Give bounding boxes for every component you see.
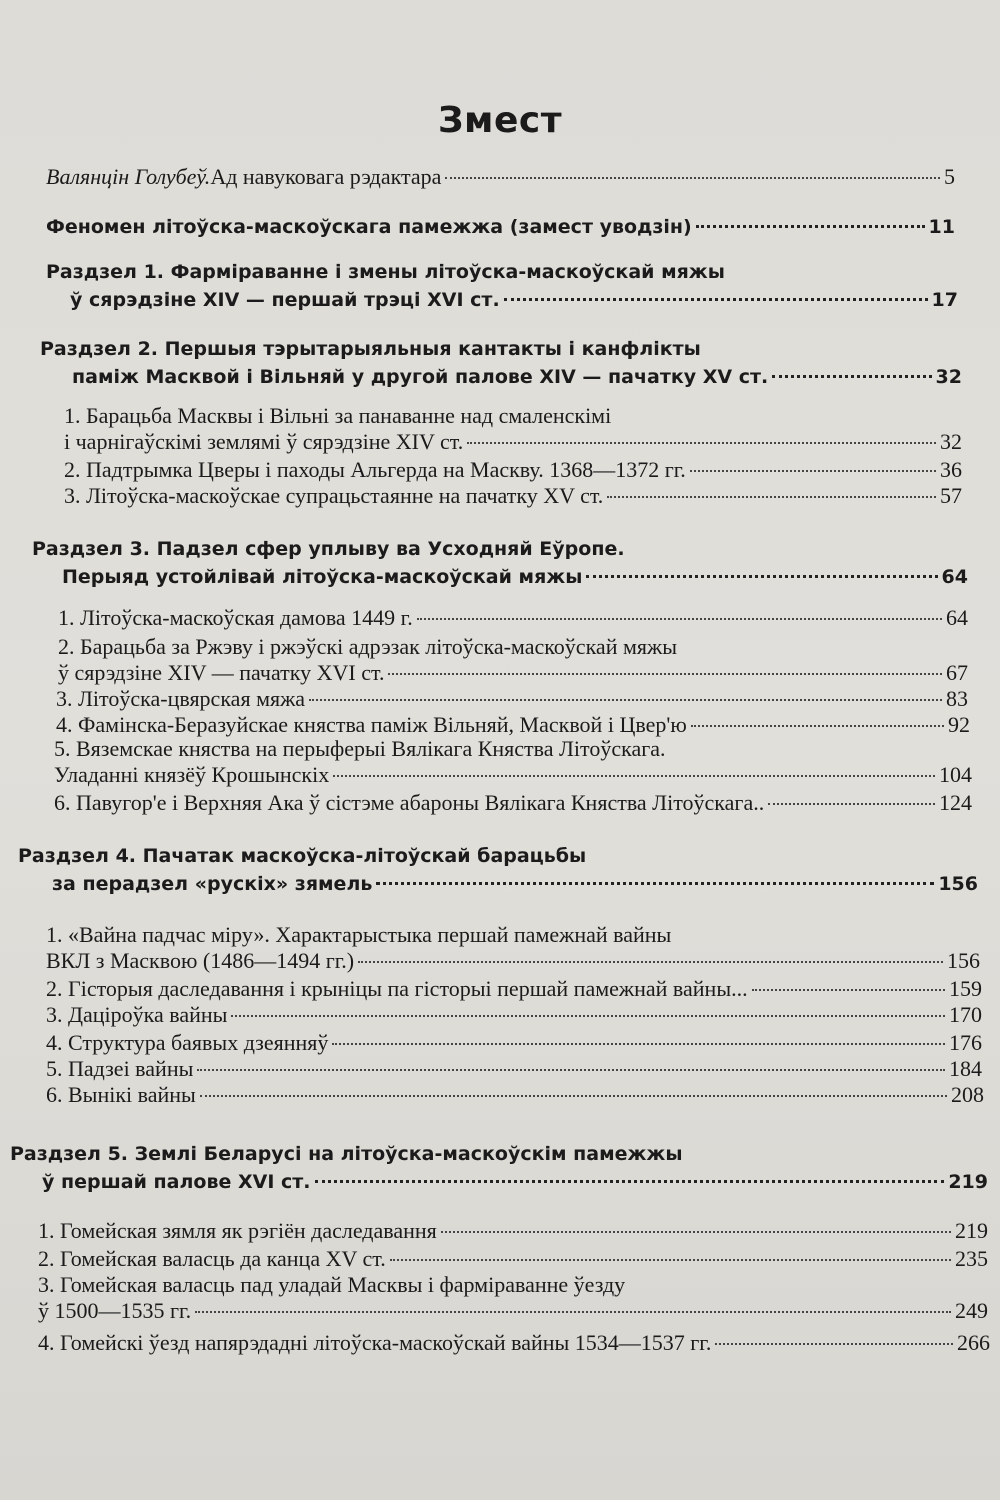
toc-entry bbox=[38, 1330, 990, 1356]
leader-dots bbox=[332, 1043, 945, 1045]
leader-dots bbox=[231, 1015, 945, 1017]
page-number: 170 bbox=[949, 1002, 982, 1027]
entry-title: ў першай палове XVI ст. bbox=[42, 1171, 311, 1193]
entry-title: ў 1500—1535 гг. bbox=[38, 1298, 192, 1323]
toc-entry bbox=[54, 790, 972, 816]
page-number: 64 bbox=[946, 605, 968, 630]
page-number: 156 bbox=[947, 948, 980, 973]
entry-line: Раздзел 5. Землі Беларусі на літоўска-маскоўскім памежжы bbox=[10, 1143, 683, 1165]
entry-row bbox=[58, 660, 968, 686]
leader-dots bbox=[376, 882, 934, 885]
entry-title: 4. Фамінска-Беразуйскае княства паміж Вільняй, Масквой і Цвер'ю bbox=[56, 712, 687, 737]
toc-entry bbox=[46, 1056, 982, 1082]
entry-title: Уладанні князёў Крошынскіх bbox=[54, 762, 330, 787]
section-entry bbox=[46, 258, 958, 314]
entry-row bbox=[54, 762, 972, 788]
toc-entry bbox=[54, 736, 972, 788]
entry-line: 5. Вяземскае княства на перыферыі Вялікага Княства Літоўскага. bbox=[54, 736, 666, 761]
leader-dots bbox=[715, 1343, 953, 1345]
page-number: 17 bbox=[931, 289, 958, 311]
entry-row bbox=[46, 286, 958, 314]
leader-dots bbox=[358, 961, 943, 963]
entry-row bbox=[64, 483, 962, 509]
entry-title: 6. Вынікі вайны bbox=[46, 1082, 196, 1107]
leader-dots bbox=[333, 775, 935, 777]
toc-entry bbox=[46, 976, 982, 1002]
toc-entry bbox=[46, 1030, 982, 1056]
section-entry bbox=[40, 335, 962, 391]
leader-dots bbox=[752, 989, 945, 991]
leader-dots bbox=[441, 1231, 951, 1233]
entry-row bbox=[38, 1330, 990, 1356]
entry-row bbox=[54, 790, 972, 816]
leader-dots bbox=[690, 470, 936, 472]
page-number: 32 bbox=[940, 429, 962, 454]
entry-row bbox=[38, 1298, 988, 1324]
toc-entry bbox=[64, 457, 962, 483]
entry-row bbox=[64, 457, 962, 483]
entry-line: 1. Барацьба Масквы і Вільні за панаванне над смаленскімі bbox=[64, 403, 612, 428]
toc-entry bbox=[38, 1272, 988, 1324]
entry-title: за перадзел «рускіх» зямель bbox=[52, 873, 373, 895]
entry-title: ВКЛ з Масквою (1486—1494 гг.) bbox=[46, 948, 355, 973]
entry-row bbox=[56, 686, 968, 712]
entry-row bbox=[38, 1218, 988, 1244]
entry-line: Раздзел 1. Фарміраванне і змены літоўска-маскоўскай мяжы bbox=[46, 261, 725, 283]
page-number: 176 bbox=[949, 1030, 982, 1055]
toc-entry bbox=[46, 1082, 984, 1108]
entry-row bbox=[18, 870, 978, 898]
page-number: 92 bbox=[948, 712, 970, 737]
entry-row bbox=[64, 429, 962, 455]
entry-title: ў сярэдзіне XIV — пачатку XVI ст. bbox=[58, 660, 385, 685]
toc-entry bbox=[46, 1002, 982, 1028]
page-number: 249 bbox=[955, 1298, 988, 1323]
entry-row bbox=[46, 976, 982, 1002]
leader-dots bbox=[768, 803, 935, 805]
entry-line: 1. «Вайна падчас міру». Характарыстыка першай памежнай вайны bbox=[46, 922, 672, 947]
entry-row bbox=[46, 948, 980, 974]
section-entry bbox=[46, 213, 955, 241]
page-number: 11 bbox=[928, 216, 955, 238]
page-number: 184 bbox=[949, 1056, 982, 1081]
page-number: 5 bbox=[944, 164, 955, 189]
leader-dots bbox=[607, 496, 936, 498]
leader-dots bbox=[197, 1069, 945, 1071]
entry-row bbox=[46, 1082, 984, 1108]
toc-entry bbox=[64, 483, 962, 509]
leader-dots bbox=[388, 673, 942, 675]
entry-line: Раздзел 3. Падзел сфер уплыву ва Усходняй Еўропе. bbox=[32, 538, 625, 560]
entry-row bbox=[58, 605, 968, 631]
entry-row bbox=[10, 1168, 988, 1196]
entry-title: 6. Павугор'е і Верхняя Ака ў сістэме абароны Вялікага Княства Літоўскага.. bbox=[54, 790, 765, 815]
entry-title: 2. Гомейская валасць да канца XV ст. bbox=[38, 1246, 386, 1271]
toc-entry bbox=[56, 712, 970, 738]
entry-title: 3. Літоўска-маскоўскае супрацьстаянне на пачатку XV ст. bbox=[64, 483, 604, 508]
leader-dots bbox=[772, 375, 931, 378]
entry-title: 3. Дацiроўка вайны bbox=[46, 1002, 228, 1027]
entry-title: 4. Структура баявых дзеянняў bbox=[46, 1030, 329, 1055]
page-number: 64 bbox=[941, 566, 968, 588]
page-number: 36 bbox=[940, 457, 962, 482]
entry-title: 2. Гісторыя даследавання і крыніцы па гісторыі першай памежнай вайны... bbox=[46, 976, 748, 1001]
entry-row bbox=[46, 1002, 982, 1028]
page-number: 219 bbox=[955, 1218, 988, 1243]
leader-dots bbox=[696, 225, 925, 228]
entry-row bbox=[46, 164, 955, 190]
section-entry bbox=[32, 535, 968, 591]
entry-row bbox=[46, 1056, 982, 1082]
toc-entry bbox=[64, 403, 962, 455]
entry-title: ў сярэдзіне XIV — першай трэці XVI ст. bbox=[70, 289, 500, 311]
entry-title: 3. Літоўска-цвярская мяжа bbox=[56, 686, 306, 711]
toc-entry bbox=[38, 1246, 988, 1272]
entry-row bbox=[40, 363, 962, 391]
toc-entry bbox=[38, 1218, 988, 1244]
page-number: 219 bbox=[948, 1171, 988, 1193]
section-entry bbox=[10, 1140, 988, 1196]
entry-row bbox=[56, 712, 970, 738]
entry-title: паміж Масквой і Вільняй у другой палове XIV — пачатку XV ст. bbox=[72, 366, 769, 388]
entry-line: 2. Барацьба за Ржэву і ржэўскі адрэзак літоўска-маскоўскай мяжы bbox=[58, 634, 677, 659]
entry-title: і чарнігаўскімі землямі ў сярэдзіне XIV ст. bbox=[64, 429, 464, 454]
entry-row bbox=[38, 1246, 988, 1272]
entry-title: 2. Падтрымка Цверы і паходы Альгерда на Маскву. 1368—1372 гг. bbox=[64, 457, 686, 482]
leader-dots bbox=[467, 442, 936, 444]
page-number: 104 bbox=[939, 762, 972, 787]
entry-title: Феномен літоўска-маскоўскага памежжа (замест уводзін) bbox=[46, 216, 692, 238]
leader-dots bbox=[504, 298, 928, 301]
page-number: 124 bbox=[939, 790, 972, 815]
leader-dots bbox=[195, 1311, 951, 1313]
author-name: Валянцін Голубеў. bbox=[46, 164, 211, 189]
entry-line: 3. Гомейская валасць пад уладай Масквы і фарміраванне ўезду bbox=[38, 1272, 626, 1297]
page-number: 32 bbox=[935, 366, 962, 388]
entry-title: Перыяд устойлівай літоўска-маскоўскай мяжы bbox=[62, 566, 583, 588]
page-number: 208 bbox=[951, 1082, 984, 1107]
page-number: 67 bbox=[946, 660, 968, 685]
entry-title: 1. Гомейская зямля як рэгіён даследавання bbox=[38, 1218, 437, 1243]
page-number: 159 bbox=[949, 976, 982, 1001]
page-title: Змест bbox=[437, 100, 563, 141]
entry-line: Раздзел 4. Пачатак маскоўска-літоўскай барацьбы bbox=[18, 845, 587, 867]
entry-row bbox=[46, 1030, 982, 1056]
entry-title: Ад навуковага рэдактара bbox=[210, 164, 442, 189]
section-entry bbox=[18, 842, 978, 898]
page-number: 235 bbox=[955, 1246, 988, 1271]
page-number: 57 bbox=[940, 483, 962, 508]
entry-title: 1. Літоўска-маскоўская дамова 1449 г. bbox=[58, 605, 413, 630]
page-number: 83 bbox=[946, 686, 968, 711]
leader-dots bbox=[445, 177, 940, 179]
leader-dots bbox=[691, 725, 944, 727]
leader-dots bbox=[417, 618, 942, 620]
leader-dots bbox=[586, 575, 937, 578]
entry-title: 4. Гомейскі ўезд напярэдадні літоўска-маскоўскай вайны 1534—1537 гг. bbox=[38, 1330, 712, 1355]
leader-dots bbox=[309, 699, 942, 701]
leader-dots bbox=[390, 1259, 951, 1261]
toc-entry bbox=[56, 686, 968, 712]
entry-line: Раздзел 2. Першыя тэрытарыяльныя кантакты і канфлікты bbox=[40, 338, 701, 360]
entry-row bbox=[32, 563, 968, 591]
toc-entry bbox=[58, 634, 968, 686]
page-number: 266 bbox=[957, 1330, 990, 1355]
leader-dots bbox=[315, 1180, 945, 1183]
entry-row bbox=[46, 213, 955, 241]
leader-dots bbox=[200, 1095, 947, 1097]
toc-entry bbox=[46, 164, 955, 190]
toc-entry bbox=[46, 922, 980, 974]
page-number: 156 bbox=[938, 873, 978, 895]
entry-title: 5. Падзеі вайны bbox=[46, 1056, 194, 1081]
toc-entry bbox=[58, 605, 968, 631]
